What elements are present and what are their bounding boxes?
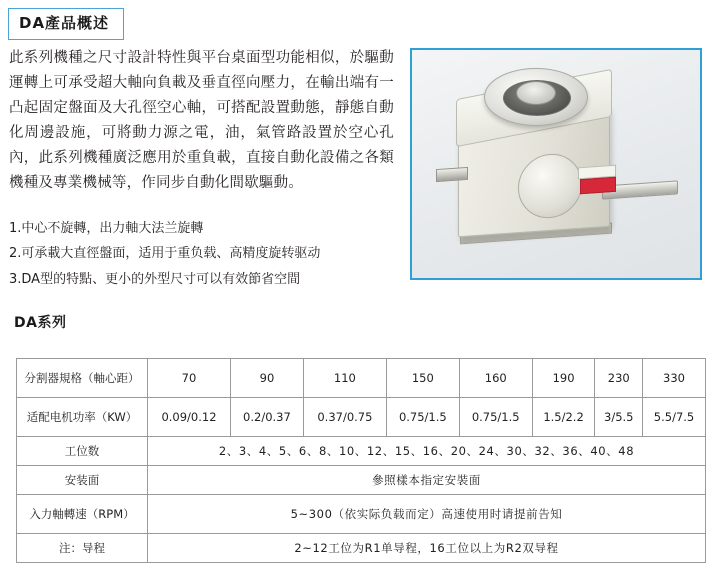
table-cell: 160 bbox=[459, 359, 532, 398]
table-cell: 3/5.5 bbox=[595, 398, 643, 437]
table-cell: 230 bbox=[595, 359, 643, 398]
table-cell: 2~12工位为R1单导程，16工位以上为R2双导程 bbox=[148, 534, 706, 563]
table-cell: 330 bbox=[643, 359, 706, 398]
input-shaft-icon bbox=[436, 167, 468, 182]
table-cell: 190 bbox=[532, 359, 595, 398]
row-header: 工位数 bbox=[17, 437, 148, 466]
table-cell: 110 bbox=[303, 359, 386, 398]
table-row bbox=[17, 437, 706, 466]
table-row bbox=[17, 534, 706, 563]
row-header: 注：导程 bbox=[17, 534, 148, 563]
table-cell: 70 bbox=[148, 359, 231, 398]
series-heading: DA系列 bbox=[14, 315, 67, 331]
table-row bbox=[17, 359, 706, 398]
table-cell: 5.5/7.5 bbox=[643, 398, 706, 437]
table-cell: 0.75/1.5 bbox=[459, 398, 532, 437]
table-row bbox=[17, 495, 706, 534]
table-cell: 2、3、4、5、6、8、10、12、15、16、20、24、30、32、36、40、48 bbox=[148, 437, 706, 466]
list-item: 2.可承載大直徑盤面，适用于重负载、高精度旋转驱动 bbox=[9, 246, 321, 262]
brand-label-icon bbox=[580, 177, 616, 195]
page-title: DA產品概述 bbox=[8, 8, 124, 40]
table-cell: 0.75/1.5 bbox=[386, 398, 459, 437]
table-cell: 參照樣本指定安裝面 bbox=[148, 466, 706, 495]
list-item: 1.中心不旋轉，出力軸大法兰旋轉 bbox=[9, 221, 204, 236]
table-cell: 1.5/2.2 bbox=[532, 398, 595, 437]
table-cell: 0.37/0.75 bbox=[303, 398, 386, 437]
table-row bbox=[17, 466, 706, 495]
product-photo-background bbox=[412, 50, 700, 278]
list-item: 3.DA型的特點、更小的外型尺寸可以有效節省空間 bbox=[9, 271, 301, 287]
feature-list bbox=[9, 216, 409, 292]
row-header: 安装面 bbox=[17, 466, 148, 495]
table-cell: 0.2/0.37 bbox=[231, 398, 304, 437]
row-header: 适配电机功率（KW） bbox=[17, 398, 148, 437]
table-cell: 150 bbox=[386, 359, 459, 398]
hollow-hub-icon bbox=[516, 81, 556, 105]
intro-paragraph: 此系列機種之尺寸設計特性與平台桌面型功能相似，於驅動運轉上可承受超大軸向負載及垂直徑向壓力，在輸出端有一凸起固定盤面及大孔徑空心軸，可搭配設置動態，靜態自動化周邊設施，可將動力源之電，油，氣管路設置於空心孔內，此系列機種廣泛應用於重負載，直接自動化設備之各類機種及專業機械等，作同步自動化間歇驅動。 bbox=[9, 50, 394, 191]
row-header: 入力軸轉速（RPM） bbox=[17, 495, 148, 534]
table-cell: 90 bbox=[231, 359, 304, 398]
table-cell: 5~300（依实际负载而定）高速使用时请提前告知 bbox=[148, 495, 706, 534]
table-cell: 0.09/0.12 bbox=[148, 398, 231, 437]
product-photo bbox=[410, 48, 702, 280]
specification-table bbox=[16, 358, 706, 563]
table-row bbox=[17, 398, 706, 437]
row-header: 分割器規格（軸心距） bbox=[17, 359, 148, 398]
